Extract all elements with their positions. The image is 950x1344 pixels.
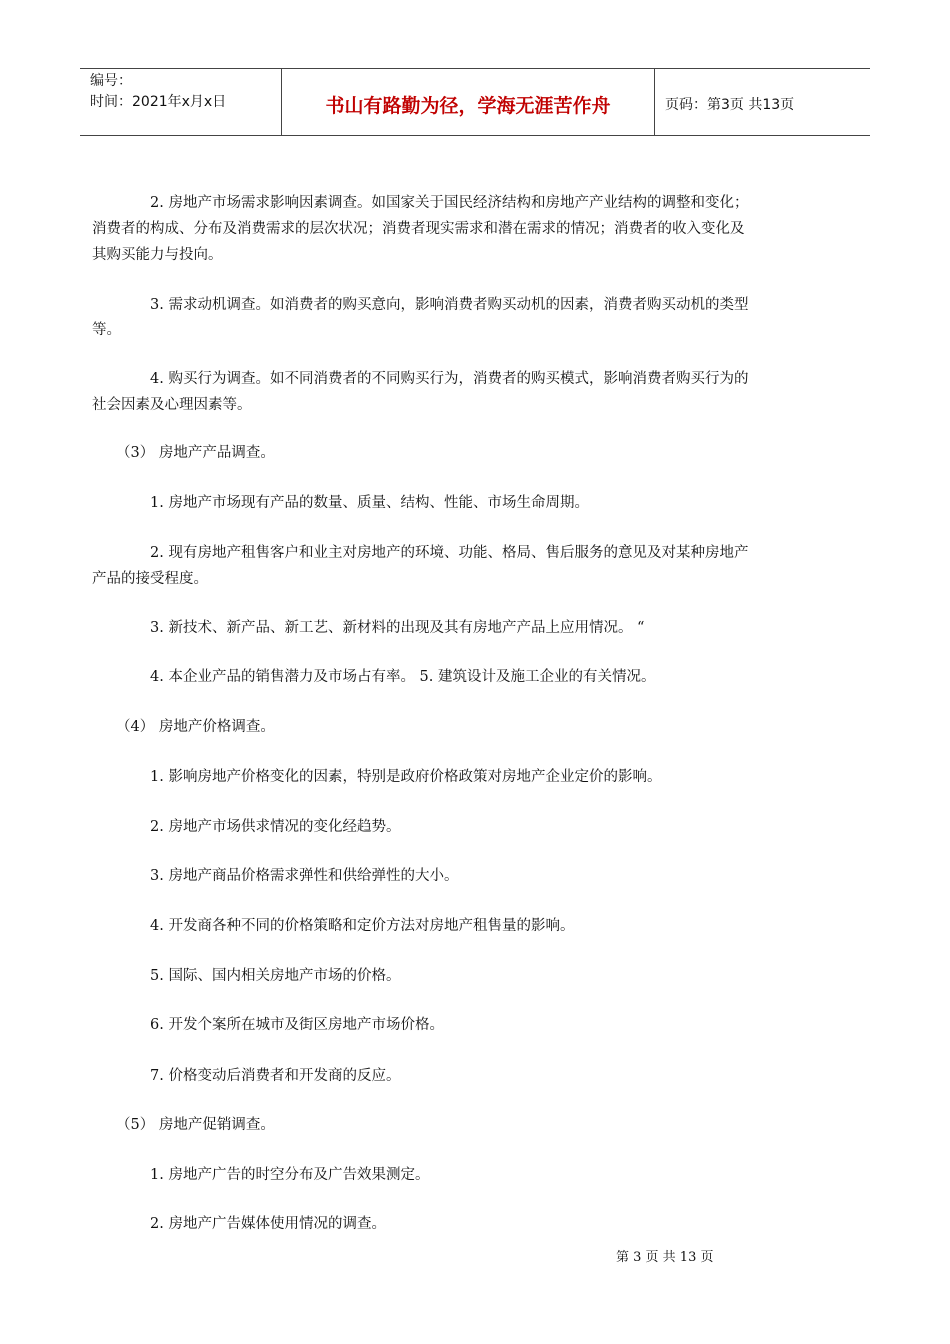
body-line: 产品的接受程度。 [92, 571, 208, 587]
header-motto: 书山有路勤为径，学海无涯苦作舟 [282, 69, 655, 135]
document-number-label: 编号： [90, 73, 132, 89]
body-line: 社会因素及心理因素等。 [92, 397, 252, 413]
body-line: 其购买能力与投向。 [92, 247, 223, 263]
body-line: 4. 购买行为调查。如不同消费者的不同购买行为，消费者的购买模式，影响消费者购买行为的 [150, 371, 749, 387]
body-line: 3. 新技术、新产品、新工艺、新材料的出现及其有房地产产品上应用情况。 “ [150, 620, 645, 636]
body-line: 1. 房地产广告的时空分布及广告效果测定。 [150, 1167, 430, 1183]
body-line: 4. 开发商各种不同的价格策略和定价方法对房地产租售量的影响。 [150, 918, 575, 934]
section-heading: （3） 房地产产品调查。 [116, 445, 275, 461]
body-line: 2. 房地产广告媒体使用情况的调查。 [150, 1216, 386, 1232]
header-meta [80, 69, 282, 135]
body-line: 7. 价格变动后消费者和开发商的反应。 [150, 1068, 401, 1084]
body-line: 5. 国际、国内相关房地产市场的价格。 [150, 968, 401, 984]
body-line: 1. 影响房地产价格变化的因素，特别是政府价格政策对房地产企业定价的影响。 [150, 769, 662, 785]
header-page-info: 页码：第3页 共13页 [665, 97, 795, 113]
body-line: 2. 房地产市场需求影响因素调查。如国家关于国民经济结构和房地产产业结构的调整和变化； [150, 195, 749, 211]
page-header [80, 68, 870, 136]
document-date: 时间：2021年x月x日 [90, 94, 227, 110]
page-footer: 第 3 页 共 13 页 [616, 1250, 714, 1265]
body-line: 3. 房地产商品价格需求弹性和供给弹性的大小。 [150, 868, 459, 884]
section-heading: （5） 房地产促销调查。 [116, 1117, 275, 1133]
body-line: 等。 [92, 322, 121, 338]
body-line: 1. 房地产市场现有产品的数量、质量、结构、性能、市场生命周期。 [150, 495, 589, 511]
section-heading: （4） 房地产价格调查。 [116, 719, 275, 735]
body-line: 4. 本企业产品的销售潜力及市场占有率。 5. 建筑设计及施工企业的有关情况。 [150, 669, 656, 685]
body-line: 2. 现有房地产租售客户和业主对房地产的环境、功能、格局、售后服务的意见及对某种房地产 [150, 545, 749, 561]
body-line: 6. 开发个案所在城市及街区房地产市场价格。 [150, 1017, 444, 1033]
body-line: 消费者的构成、分布及消费需求的层次状况；消费者现实需求和潜在需求的情况；消费者的收入变化及 [92, 221, 745, 237]
body-line: 3. 需求动机调查。如消费者的购买意向，影响消费者购买动机的因素，消费者购买动机的类型 [150, 297, 749, 313]
body-line: 2. 房地产市场供求情况的变化经趋势。 [150, 819, 401, 835]
